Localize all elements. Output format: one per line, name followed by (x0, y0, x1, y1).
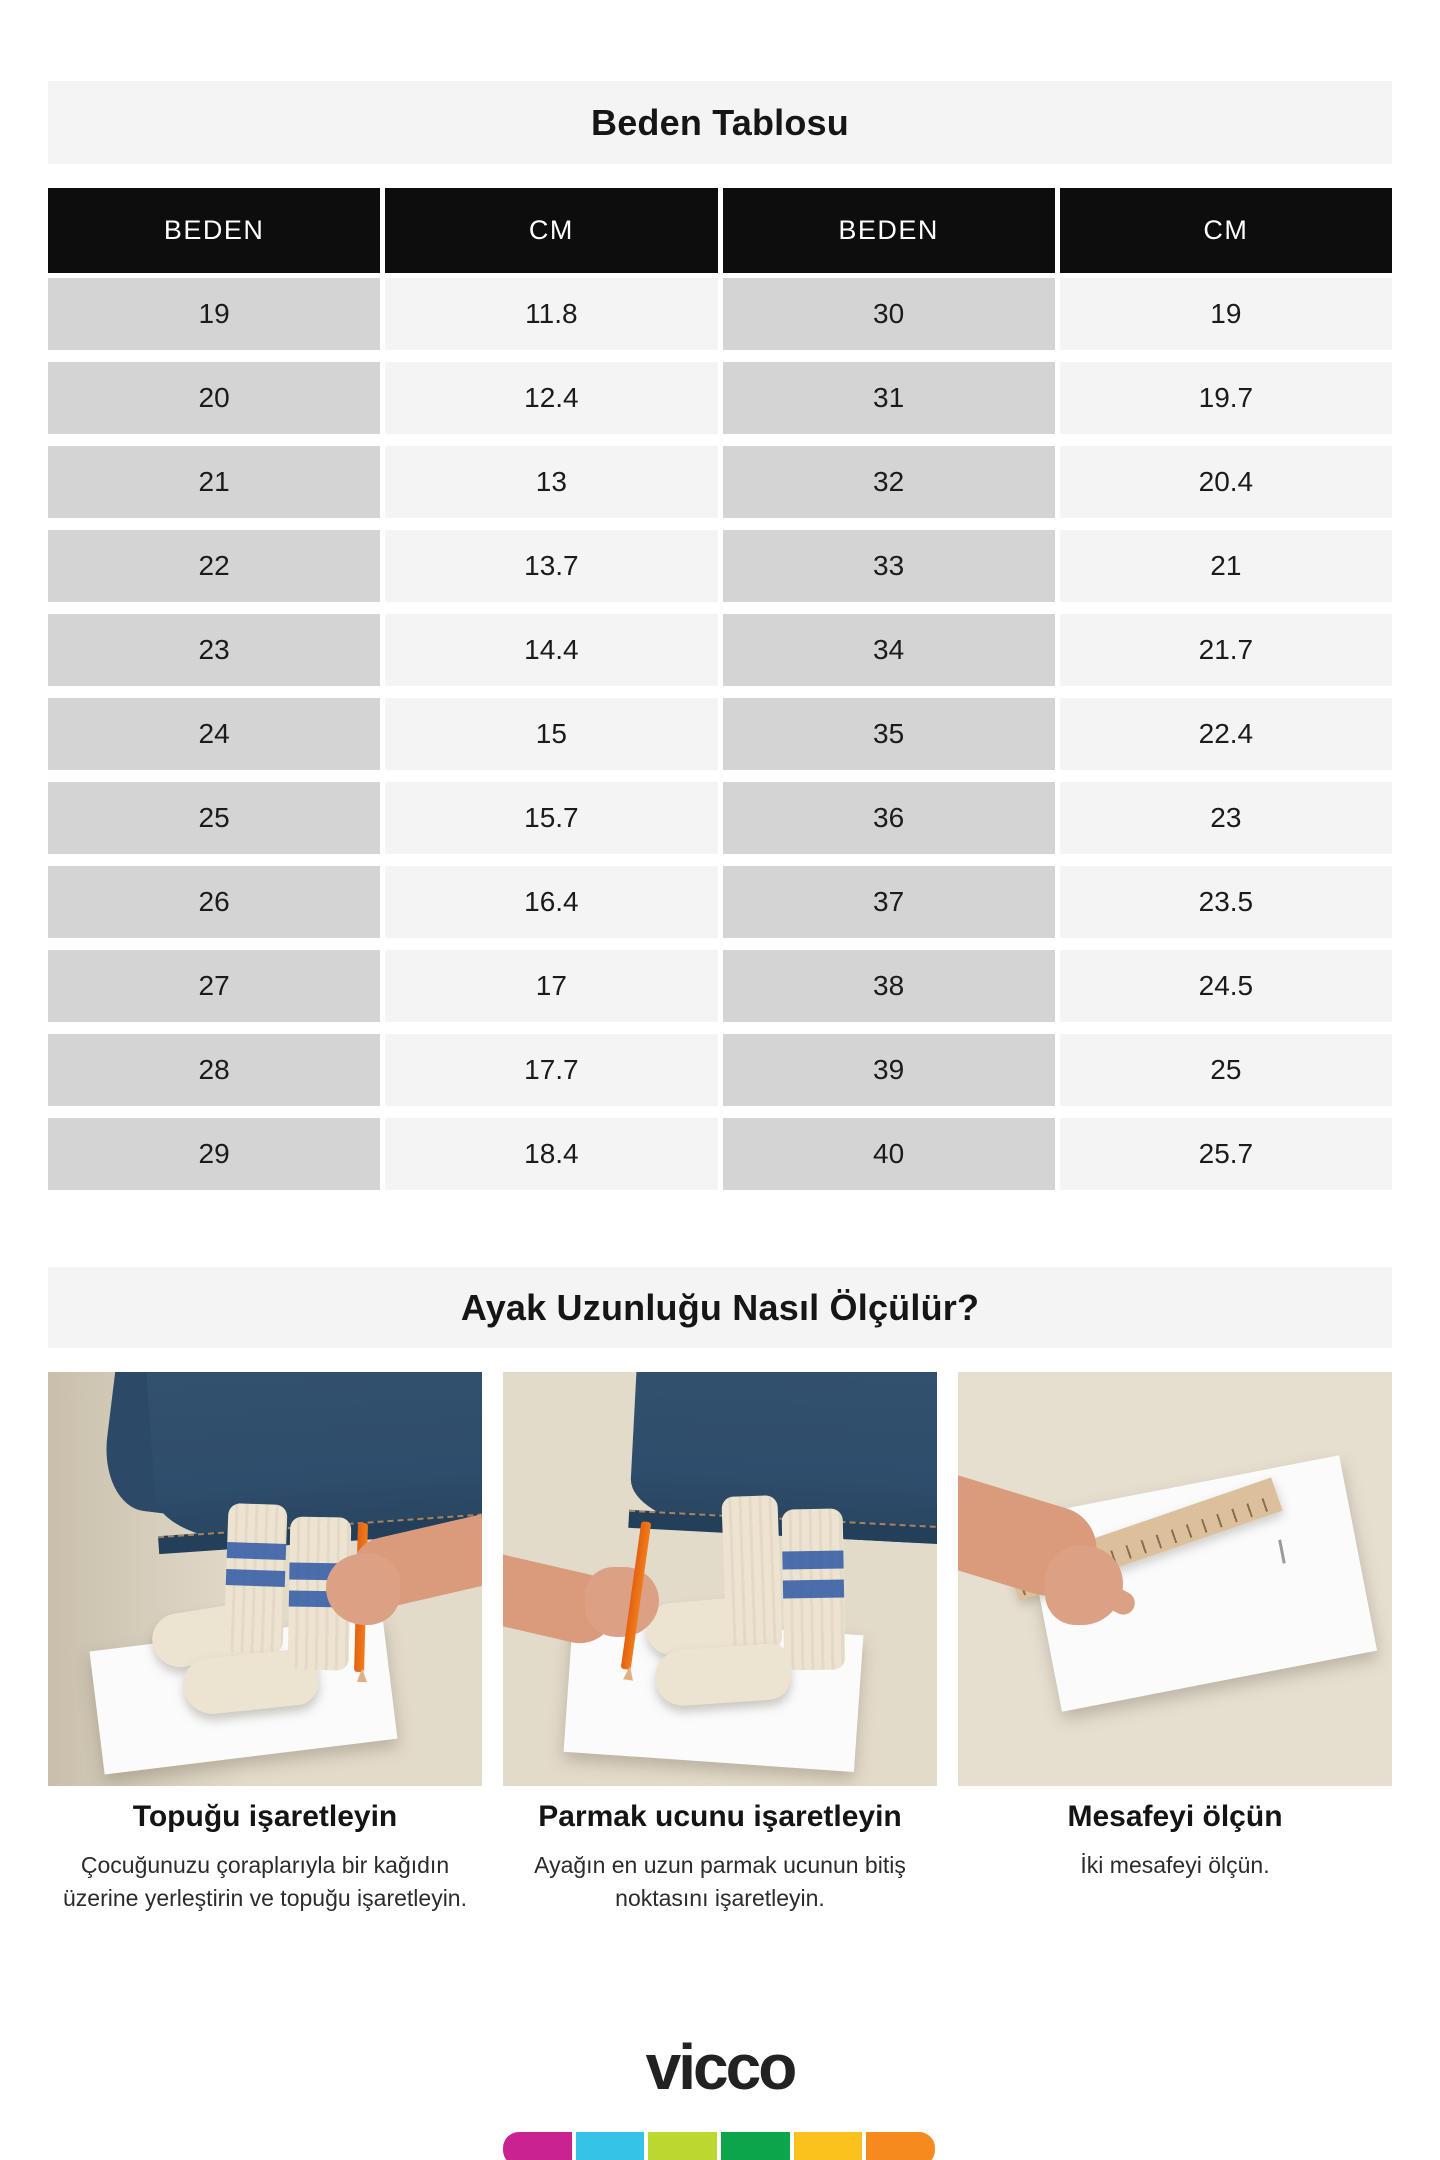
bar-segment-green (721, 2132, 790, 2160)
cm-cell: 23.5 (1060, 866, 1392, 938)
caption-measure (958, 1800, 1392, 1914)
cm-cell: 19.7 (1060, 362, 1392, 434)
vicco-rainbow-bar (503, 2132, 935, 2160)
size-cell: 30 (723, 278, 1055, 350)
table-row (48, 1034, 1392, 1106)
cm-cell: 11.8 (385, 278, 717, 350)
measure-section-banner (48, 1267, 1392, 1348)
sock-stripe (226, 1569, 285, 1587)
cm-cell: 15.7 (385, 782, 717, 854)
measure-section-title: Ayak Uzunluğu Nasıl Ölçülür? (460, 1286, 980, 1328)
size-cell: 20 (48, 362, 380, 434)
size-cell: 37 (723, 866, 1055, 938)
step-title: Mesafeyi ölçün (1067, 1800, 1283, 1833)
photo-measure-ruler (958, 1372, 1392, 1786)
size-cell: 22 (48, 530, 380, 602)
table-row (48, 530, 1392, 602)
step-description: Çocuğunuzu çoraplarıyla bir kağıdın üzerine yerleştirin ve topuğu işaretleyin. (63, 1852, 467, 1911)
table-row (48, 1118, 1392, 1190)
cm-cell: 21.7 (1060, 614, 1392, 686)
striped-sock (223, 1503, 287, 1654)
size-cell: 38 (723, 950, 1055, 1022)
table-row (48, 698, 1392, 770)
size-cell: 40 (723, 1118, 1055, 1190)
cm-cell: 16.4 (385, 866, 717, 938)
bar-segment-yellow (794, 2132, 863, 2160)
cm-cell: 22.4 (1060, 698, 1392, 770)
size-cell: 29 (48, 1118, 380, 1190)
size-table-body (48, 278, 1392, 1190)
size-table-header-row (48, 188, 1392, 273)
size-cell: 24 (48, 698, 380, 770)
size-cell: 19 (48, 278, 380, 350)
size-table (48, 188, 1392, 1190)
caption-mark-heel (48, 1800, 482, 1914)
table-row (48, 446, 1392, 518)
photo-mark-heel (48, 1372, 482, 1786)
bar-segment-magenta (503, 2132, 572, 2160)
striped-sock (782, 1508, 846, 1670)
cm-cell: 23 (1060, 782, 1392, 854)
size-cell: 23 (48, 614, 380, 686)
cm-cell: 17 (385, 950, 717, 1022)
header-beden-left: BEDEN (48, 188, 380, 273)
size-cell: 26 (48, 866, 380, 938)
size-cell: 35 (723, 698, 1055, 770)
size-cell: 33 (723, 530, 1055, 602)
size-cell: 27 (48, 950, 380, 1022)
size-cell: 39 (723, 1034, 1055, 1106)
size-cell: 28 (48, 1034, 380, 1106)
vicco-logo: vicco (645, 2031, 795, 2103)
size-cell: 34 (723, 614, 1055, 686)
cm-cell: 25.7 (1060, 1118, 1392, 1190)
instruction-photos (48, 1372, 1392, 1786)
cm-cell: 14.4 (385, 614, 717, 686)
bar-segment-orange (866, 2132, 935, 2160)
step-title: Topuğu işaretleyin (132, 1800, 398, 1833)
table-row (48, 278, 1392, 350)
table-row (48, 782, 1392, 854)
sock-stripe (227, 1542, 286, 1560)
size-cell: 32 (723, 446, 1055, 518)
sock-stripe (782, 1550, 843, 1569)
header-cm-left: CM (385, 188, 717, 273)
step-description: Ayağın en uzun parmak ucunun bitiş noktasını işaretleyin. (534, 1852, 906, 1911)
cm-cell: 17.7 (385, 1034, 717, 1106)
table-row (48, 950, 1392, 1022)
bar-segment-lime (648, 2132, 717, 2160)
cm-cell: 18.4 (385, 1118, 717, 1190)
header-beden-right: BEDEN (723, 188, 1055, 273)
cm-cell: 21 (1060, 530, 1392, 602)
size-cell: 21 (48, 446, 380, 518)
cm-cell: 20.4 (1060, 446, 1392, 518)
photo-mark-toe (503, 1372, 937, 1786)
table-row (48, 866, 1392, 938)
size-cell: 25 (48, 782, 380, 854)
cm-cell: 24.5 (1060, 950, 1392, 1022)
size-cell: 31 (723, 362, 1055, 434)
instruction-captions (48, 1800, 1392, 1914)
foot (653, 1643, 791, 1708)
header-cm-right: CM (1060, 188, 1392, 273)
caption-mark-toe (503, 1800, 937, 1914)
size-chart-title: Beden Tablosu (591, 101, 849, 143)
cm-cell: 25 (1060, 1034, 1392, 1106)
pencil-tip (357, 1668, 367, 1682)
cm-cell: 15 (385, 698, 717, 770)
size-chart-banner (48, 81, 1392, 164)
table-row (48, 362, 1392, 434)
size-cell: 36 (723, 782, 1055, 854)
table-row (48, 614, 1392, 686)
pencil-tip (623, 1665, 635, 1680)
step-description: İki mesafeyi ölçün. (1080, 1852, 1270, 1878)
sock (722, 1495, 784, 1650)
cm-cell: 13 (385, 446, 717, 518)
cm-cell: 19 (1060, 278, 1392, 350)
sock-stripe (783, 1579, 844, 1598)
bar-segment-cyan (576, 2132, 645, 2160)
cm-cell: 12.4 (385, 362, 717, 434)
step-title: Parmak ucunu işaretleyin (538, 1800, 902, 1833)
cm-cell: 13.7 (385, 530, 717, 602)
